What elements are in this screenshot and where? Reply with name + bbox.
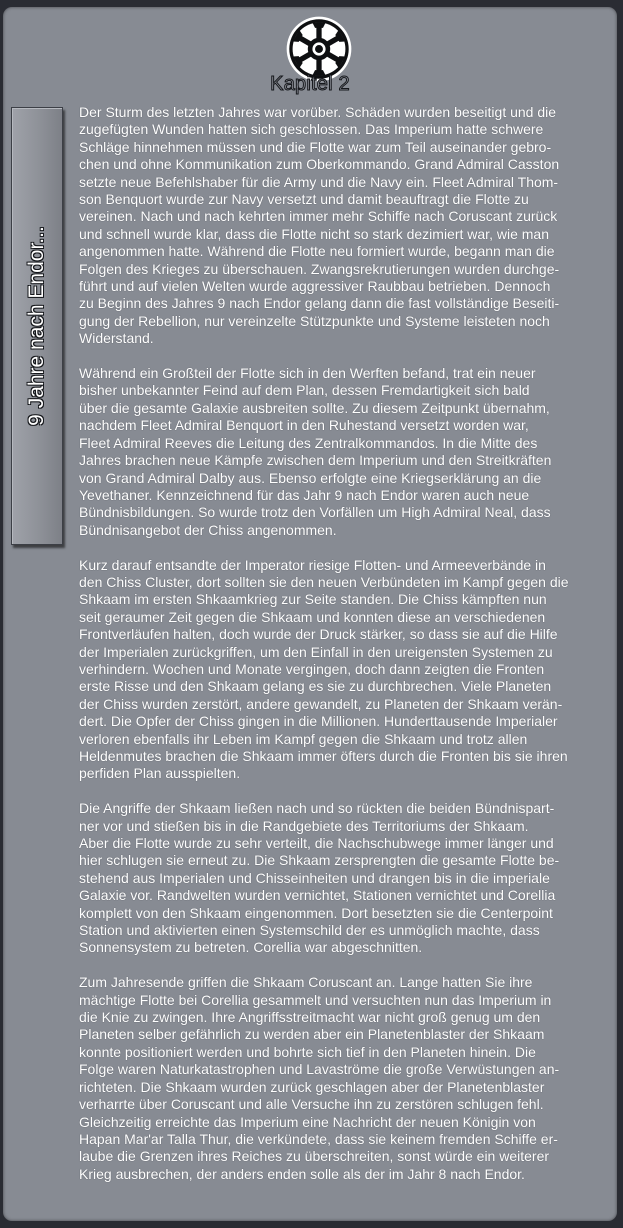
timeline-side-tab [11, 107, 63, 545]
paragraph: Der Sturm des letzten Jahres war vorüber. Schäden wurden beseitigt und die zugefügten Wunden hatten sich geschlossen. Das Imperium hatte schwere Schläge hinnehmen müssen und die Flotte war zum Teil auseinander gebro- chen und ohne Kommunikation zum Oberkommando. Grand Admiral Casston setzte neue Befehlshaber für die Army und die Navy ein. Fleet Admiral Thom- son Benquort wurde zur Navy versetzt und damit beauftragt die Flotte zu vereinen. Nach und nach kehrten immer mehr Schiffe nach Coruscant zurück und schnell wurde klar, dass die Flotte nicht so stark dezimiert war, wie man angenommen hatte. Während die Flotte neu formiert wurde, begann man die Folgen des Krieges zu überschauen. Zwangsrekrutierungen wurden durchge- führt und auf vielen Welten wurde aggressiver Raubbau betrieben. Dennoch zu Beginn des Jahres 9 nach Endor gelang dann die fast vollständige Beseiti- gung der Rebellion, nur vereinzelte Stützpunkte und Systeme leisteten noch Widerstand. [79, 104, 560, 347]
paragraph: Die Angriffe der Shkaam ließen nach und so rückten die beiden Bündnispart- ner vor und stießen bis in die Randgebiete des Territoriums der Shkaam. Aber die Flotte wurde zu sehr verteilt, die Nachschubwege immer länger und hier schlugen sie erneut zu. Die Shkaam zersprengten die gesamte Flotte be- stehend aus Imperialen und Chisseinheiten und drangen bis in die imperiale Galaxie vor. Randwelten wurden vernichtet, Stationen vernichtet und Corellia komplett von den Shkaam eingenommen. Dort besetzten sie die Centerpoint Station und aktivierten einen Systemschild der es unmöglich machte, dass Sonnensystem zu betreten. Corellia war abgeschnitten. [79, 800, 560, 956]
chapter-body [79, 104, 603, 1201]
paragraph: Während ein Großteil der Flotte sich in den Werften befand, trat ein neuer bisher unbekannter Feind auf dem Plan, dessen Fremdartigkeit sich bald über die gesamte Galaxie ausbreiten sollte. Zu diesem Zeitpunkt übernahm, nachdem Fleet Admiral Benquort in den Ruhestand versetzt worden war, Fleet Admiral Reeves die Leitung des Zentralkommandos. In die Mitte des Jahres brachen neue Kämpfe zwischen dem Imperium und den Streitkräften von Grand Admiral Dalby aus. Ebenso erfolgte eine Kriegserklärung an die Yevethaner. Kennzeichnend für das Jahr 9 nach Endor waren auch neue Bündnisbildungen. So wurde trotz den Vorfällen um High Admiral Neal, dass Bündnisangebot der Chiss angenommen. [79, 365, 552, 538]
side-tab-label: 9 Jahre nach Endor... [25, 226, 48, 426]
paragraph: Kurz darauf entsandte der Imperator riesige Flotten- und Armeeverbände in den Chiss Cluster, dort sollten sie den neuen Verbündeten im Kampf gegen die Shkaam im ersten Shkaamkrieg zur Seite standen. Die Chiss kämpften nun seit geraumer Zeit gegen die Shkaam und konnten diese an verschiedenen Frontverläufen halten, doch wurde der Druck stärker, so dass sie auf die Hilfe der Imperialen zurückgriffen, um den Einfall in den ureigensten Systemen zu verhindern. Wochen und Monate vergingen, doch dann zeigten die Fronten erste Risse und den Shkaam gelang es sie zu durchbrechen. Viele Planeten der Chiss wurden zerstört, andere gewandelt, zu Planeten der Shkaam verän- dert. Die Opfer der Chiss gingen in die Millionen. Hunderttausende Imperialer verloren ebenfalls ihr Leben im Kampf gegen die Shkaam und trotz allen Heldenmutes brachen die Shkaam immer öfters durch die Fronten bis sie ihren perfiden Plan ausspielten. [79, 556, 569, 782]
content-panel [3, 7, 617, 1221]
chapter-title: Kapitel 2 [270, 73, 350, 95]
paragraph: Zum Jahresende griffen die Shkaam Coruscant an. Lange hatten Sie ihre mächtige Flotte bei Corellia gesammelt und versuchten nun das Imperium in die Knie zu zwingen. Ihre Angriffsstreitmacht war nicht groß genug um den Planeten selber gefährlich zu werden aber ein Planetenblaster der Shkaam konnte positioniert werden und bohrte sich tief in den Planeten hinein. Die Folge waren Naturkatastrophen und Lavaströme die große Verwüstungen an- richteten. Die Shkaam wurden zurück geschlagen aber der Planetenblaster verharrte über Coruscant und alle Versuche ihn zu zerstören schlugen fehl. Gleichzeitig erreichte das Imperium eine Nachricht der neuen Königin von Hapan Mar'ar Talla Thur, die verkündete, dass sie keinem fremden Schiffe er- laube die Grenzen ihres Reiches zu überschreiten, sonst würde ein weiterer Krieg ausbrechen, der anders enden solle als der im Jahr 8 nach Endor. [79, 974, 560, 1182]
